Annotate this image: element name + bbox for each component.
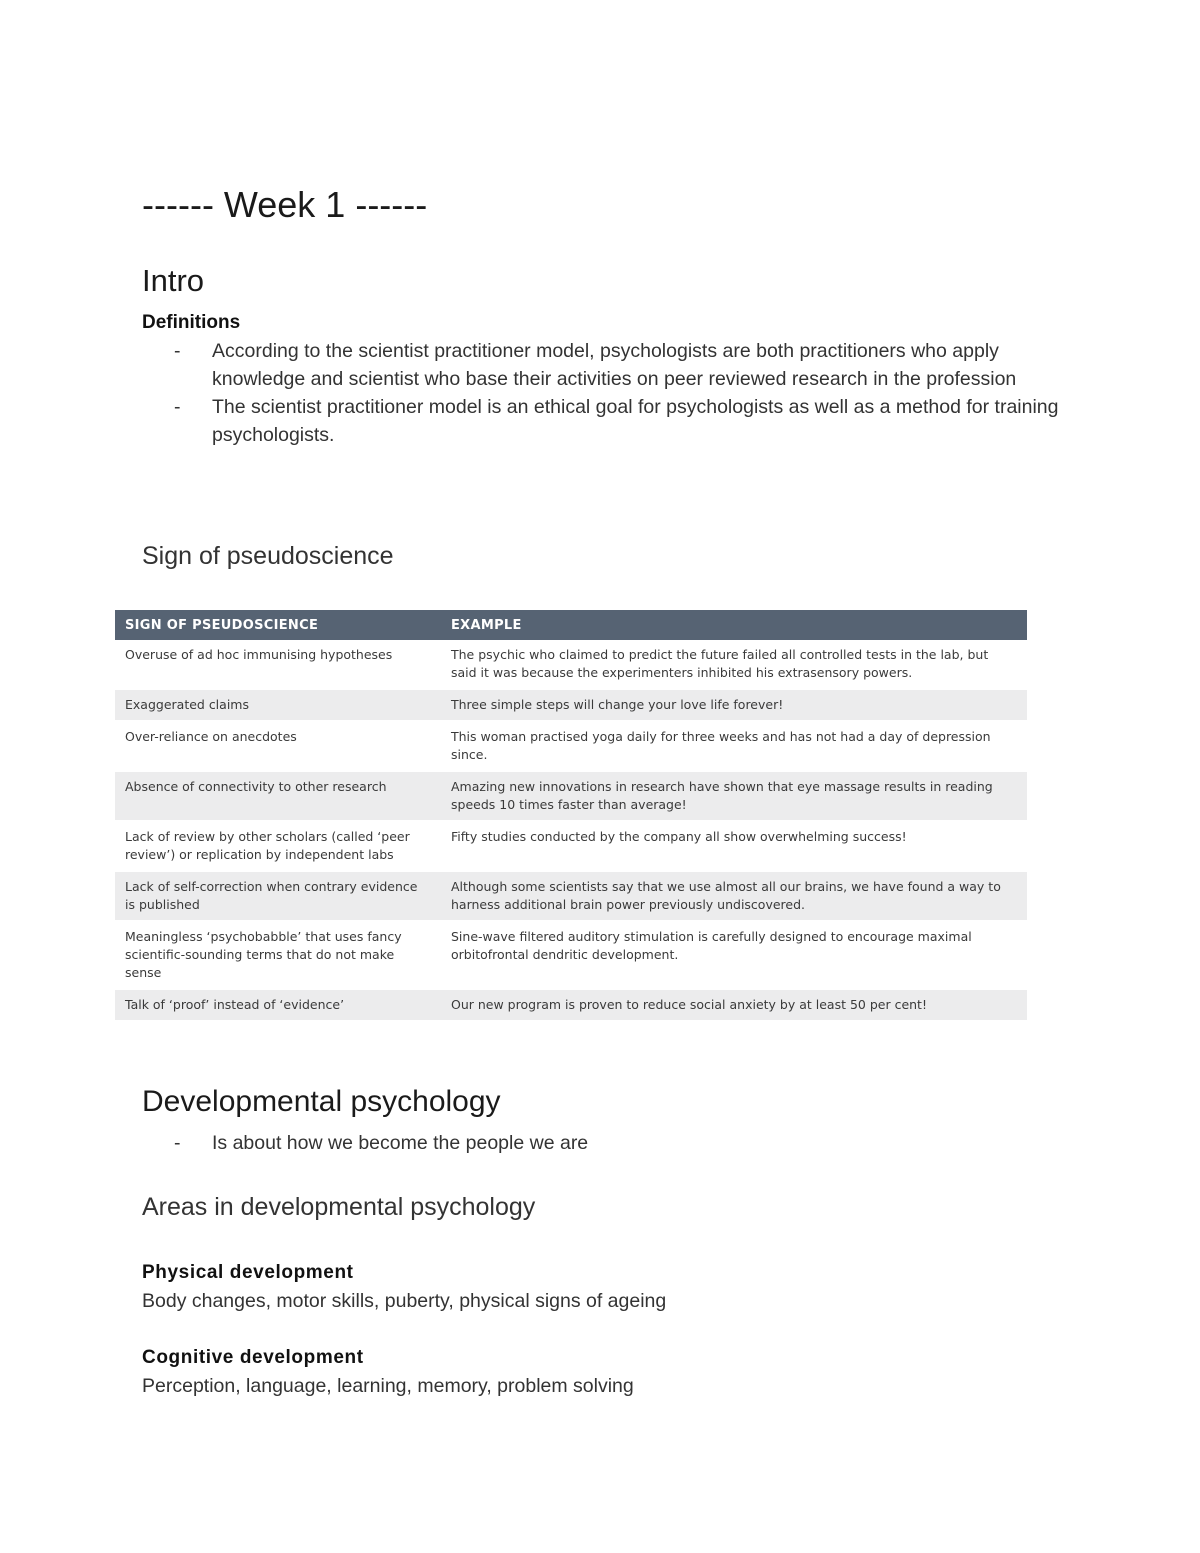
table-row [115,721,1027,771]
areas-heading: Areas in developmental psychology [142,1193,536,1221]
table-row [115,821,1027,871]
week-title: ------ Week 1 ------ [142,184,428,225]
pseudoscience-table-image [115,610,1027,1022]
sign-cell: Over-reliance on anecdotes [115,721,441,771]
sign-cell: Exaggerated claims [115,689,441,721]
sign-cell: Lack of review by other scholars (called ‘peer review’) or replication by independent labs [115,821,441,871]
table-row [115,871,1027,921]
table-row [115,689,1027,721]
pseudoscience-table [115,610,1027,1022]
definitions-list [142,337,1072,449]
sign-cell: Overuse of ad hoc immunising hypotheses [115,640,441,689]
sign-cell: Lack of self-correction when contrary evidence is published [115,871,441,921]
bullet-dash: - [174,1132,181,1154]
developmental-heading: Developmental psychology [142,1085,501,1118]
definition-text: The scientist practitioner model is an ethical goal for psychologists as well as a method for training psychologists. [212,396,1059,446]
sign-cell: Talk of ‘proof’ instead of ‘evidence’ [115,989,441,1021]
example-cell: Fifty studies conducted by the company all show overwhelming success! [441,821,1027,871]
cognitive-development-text: Perception, language, learning, memory, problem solving [142,1375,634,1397]
table-row [115,921,1027,989]
developmental-list [142,1129,1072,1157]
column-header-sign: SIGN OF PSEUDOSCIENCE [115,610,441,640]
example-cell: Our new program is proven to reduce social anxiety by at least 50 per cent! [441,989,1027,1021]
table-header-row [115,610,1027,640]
definitions-label: Definitions [142,312,241,333]
sign-cell: Absence of connectivity to other research [115,771,441,821]
column-header-example: EXAMPLE [441,610,1027,640]
table-row [115,989,1027,1021]
developmental-text: Is about how we become the people we are [212,1132,589,1154]
example-cell: The psychic who claimed to predict the future failed all controlled tests in the lab, but said it was because the experimenters inhibited his extrasensory powers. [441,640,1027,689]
definition-text: According to the scientist practitioner model, psychologists are both practitioners who apply knowledge and scientist who base their activities on peer reviewed research in the profession [212,340,1017,390]
bullet-dash: - [174,396,181,418]
table-row [115,771,1027,821]
example-cell: Three simple steps will change your love life forever! [441,689,1027,721]
list-item [142,1129,1072,1157]
example-cell: This woman practised yoga daily for three weeks and has not had a day of depression since. [441,721,1027,771]
bullet-dash: - [174,340,181,362]
sign-cell: Meaningless ‘psychobabble’ that uses fancy scientific-sounding terms that do not make sense [115,921,441,989]
physical-development-label: Physical development [142,1262,354,1283]
pseudoscience-heading: Sign of pseudoscience [142,542,394,570]
intro-heading: Intro [142,263,205,298]
cognitive-development-label: Cognitive development [142,1347,364,1368]
table-row [115,640,1027,689]
list-item [142,393,1072,449]
list-item [142,337,1072,393]
example-cell: Sine-wave filtered auditory stimulation is carefully designed to encourage maximal orbitofrontal dendritic development. [441,921,1027,989]
example-cell: Although some scientists say that we use almost all our brains, we have found a way to harness additional brain power previously undiscovered. [441,871,1027,921]
physical-development-text: Body changes, motor skills, puberty, physical signs of ageing [142,1290,667,1312]
example-cell: Amazing new innovations in research have shown that eye massage results in reading speeds 10 times faster than average! [441,771,1027,821]
